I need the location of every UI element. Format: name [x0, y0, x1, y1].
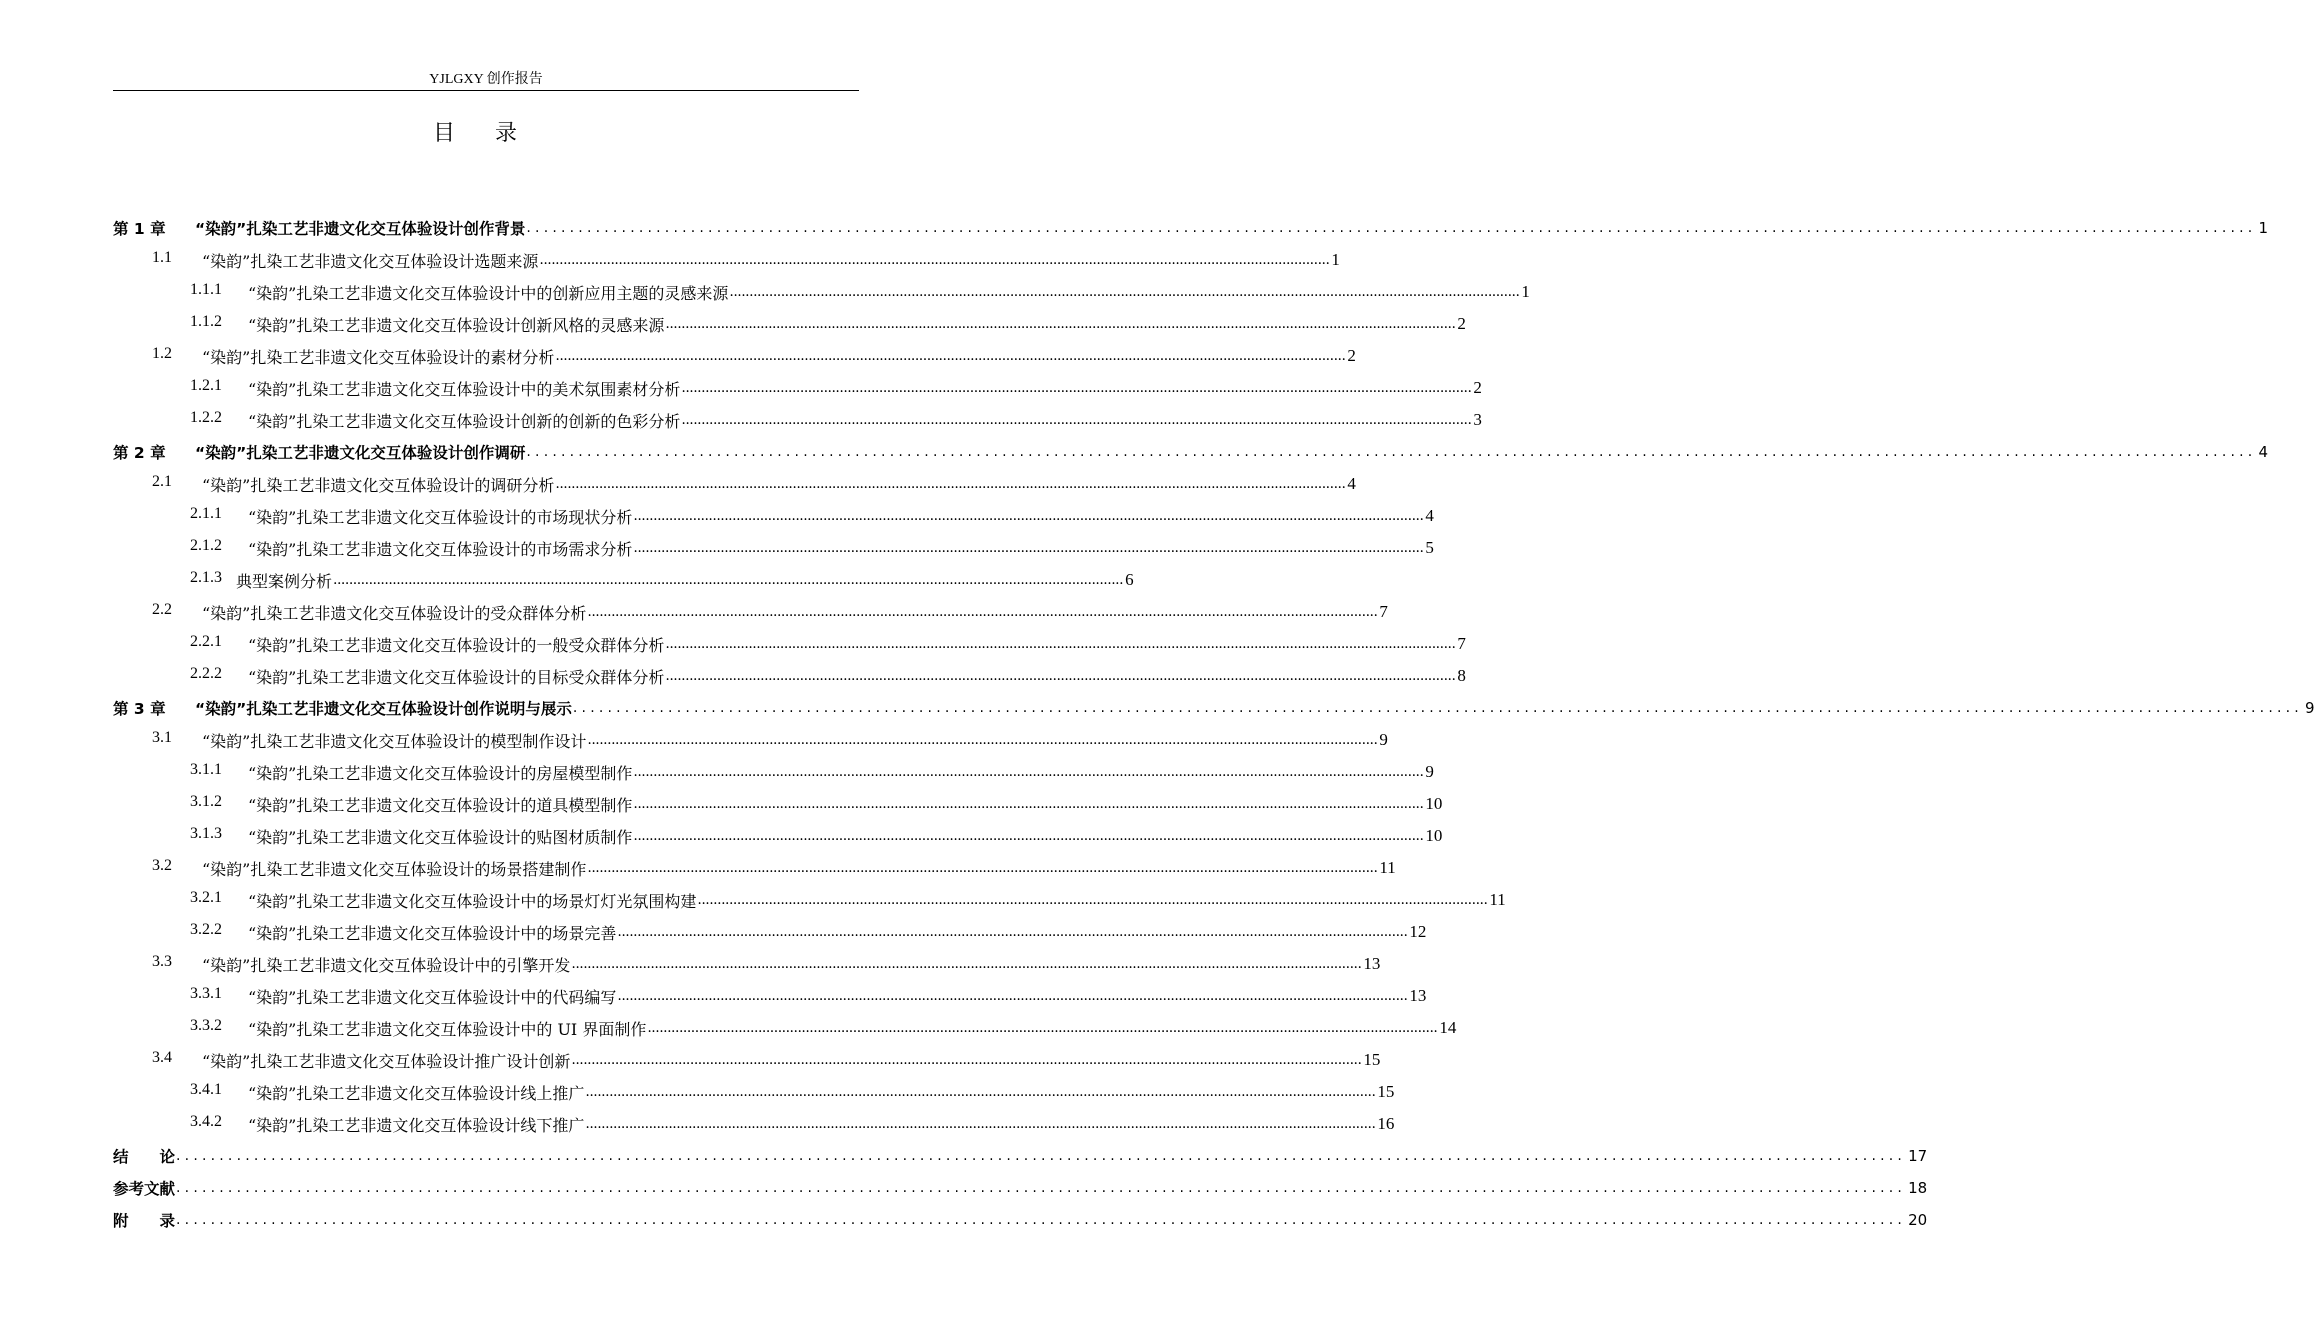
toc-entry-label — [190, 569, 332, 592]
toc-entry[interactable] — [113, 340, 1356, 372]
toc-leader-dots: ........................................................................................................................................................................................................ — [681, 380, 1472, 396]
toc-page-number: 10 — [1425, 794, 1443, 813]
toc-leader-dots: ........................................................................................................................................................................................................ — [633, 764, 1424, 780]
toc-entry-text: “染韵”扎染工艺非遗文化交互体验设计的模型制作设计 — [202, 731, 587, 751]
toc-entry-label — [190, 665, 664, 688]
toc-entry-text: “染韵”扎染工艺非遗文化交互体验设计的贴图材质制作 — [248, 827, 633, 847]
toc-entry-label — [152, 249, 538, 272]
toc-page-number: 10 — [1425, 826, 1443, 845]
toc-entry[interactable] — [113, 1140, 1928, 1172]
header-rule — [113, 90, 859, 91]
toc-entry-label — [190, 985, 616, 1008]
toc-page-number: 7 — [1457, 634, 1466, 653]
toc-entry-text: “染韵”扎染工艺非遗文化交互体验设计创新的创新的色彩分析 — [248, 411, 681, 431]
toc-leader-dots: ........................................................................................................................................................................................................ — [587, 604, 1378, 620]
toc-entry-text: “染韵”扎染工艺非遗文化交互体验设计选题来源 — [202, 251, 539, 271]
toc-entry-label — [190, 761, 632, 784]
toc-entry[interactable] — [113, 820, 1443, 852]
toc-entry-number: 2.1.1 — [190, 504, 222, 522]
toc-page-number: 2 — [1473, 378, 1482, 397]
toc-leader-dots: ........................................................................................................................................................................................................ — [647, 1020, 1438, 1036]
toc-leader-dots: ........................................................................................................................................................................................................ — [571, 956, 1362, 972]
toc-leader-dots: ........................................................................................................................................................................................................ — [571, 1052, 1362, 1068]
toc-entry-number: 2.1 — [152, 472, 172, 490]
toc-entry-number: 3.2.2 — [190, 920, 222, 938]
toc-leader-dots: ........................................................................................................................................................................................................ — [633, 540, 1424, 556]
toc-leader-dots: ........................................................................................................................................................................................................ — [585, 1084, 1376, 1100]
toc-entry[interactable] — [113, 500, 1434, 532]
toc-entry[interactable] — [113, 916, 1427, 948]
toc-page-number: 13 — [1363, 954, 1381, 973]
toc-entry-number: 3.2 — [152, 856, 172, 874]
toc-page-number: 4 — [1425, 506, 1434, 525]
page-header: YJLGXY 创作报告 — [429, 72, 543, 87]
toc-entry[interactable] — [113, 852, 1396, 884]
toc-entry-label — [190, 825, 632, 848]
toc-entry[interactable] — [113, 1044, 1381, 1076]
toc-entry[interactable] — [113, 244, 1340, 276]
toc-entry-number: 1.1 — [152, 248, 172, 266]
toc-page-number: 11 — [1379, 858, 1396, 877]
toc-entry-label — [190, 377, 680, 400]
toc-entry-text: “染韵”扎染工艺非遗文化交互体验设计的房屋模型制作 — [248, 763, 633, 783]
toc-leader-dots: ........................................................................................................................................................................................................ — [526, 220, 2257, 236]
toc-entry-label — [190, 889, 696, 912]
toc-entry-number: 1.2.1 — [190, 376, 222, 394]
toc-entry-number: 3.1 — [152, 728, 172, 746]
toc-entry[interactable] — [113, 1204, 1928, 1236]
toc-entry-number: 2.1.3 — [190, 568, 222, 586]
toc-entry-number: 2.2.2 — [190, 664, 222, 682]
toc-entry[interactable] — [113, 596, 1388, 628]
toc-entry-number: 2.1.2 — [190, 536, 222, 554]
toc-page-number: 15 — [1377, 1082, 1395, 1101]
toc-entry-number: 1.2 — [152, 344, 172, 362]
toc-entry-text: “染韵”扎染工艺非遗文化交互体验设计的市场需求分析 — [248, 539, 633, 559]
toc-entry-number: 1.1.2 — [190, 312, 222, 330]
toc-page-number: 15 — [1363, 1050, 1381, 1069]
toc-entry[interactable] — [113, 308, 1466, 340]
toc-entry-label — [152, 729, 586, 752]
toc-entry-text: “染韵”扎染工艺非遗文化交互体验设计创新风格的灵感来源 — [248, 315, 665, 335]
toc-entry-number: 3.4 — [152, 1048, 172, 1066]
toc-entry-label — [113, 697, 572, 719]
toc-entry-text: “染韵”扎染工艺非遗文化交互体验设计中的创新应用主题的灵感来源 — [248, 283, 729, 303]
toc-entry-number: 3.3.1 — [190, 984, 222, 1002]
toc-entry-number: 3.3.2 — [190, 1016, 222, 1034]
toc-entry-text: “染韵”扎染工艺非遗文化交互体验设计的受众群体分析 — [202, 603, 587, 623]
toc-entry-text: “染韵”扎染工艺非遗文化交互体验设计的道具模型制作 — [248, 795, 633, 815]
toc-entry-number: 结 论 — [113, 1148, 176, 1166]
toc-entry-label — [152, 857, 586, 880]
toc-entry[interactable] — [113, 1076, 1395, 1108]
toc-page-number: 17 — [1908, 1147, 1928, 1165]
toc-leader-dots: ........................................................................................................................................................................................................ — [587, 732, 1378, 748]
toc-entry-label — [190, 793, 632, 816]
toc-entry-label — [190, 1017, 646, 1040]
toc-entry-text: 典型案例分析 — [236, 571, 333, 591]
toc-page-number: 3 — [1473, 410, 1482, 429]
toc-leader-dots: ........................................................................................................................................................................................................ — [176, 1212, 1907, 1228]
toc-leader-dots: ........................................................................................................................................................................................................ — [572, 700, 2303, 716]
toc-entry-text: “染韵”扎染工艺非遗文化交互体验设计推广设计创新 — [202, 1051, 571, 1071]
toc-entry[interactable] — [113, 372, 1482, 404]
toc-entry-label — [152, 1049, 570, 1072]
toc-page-number: 4 — [1347, 474, 1356, 493]
toc-entry-label — [113, 1209, 175, 1231]
toc-page-number: 9 — [1379, 730, 1388, 749]
toc-leader-dots: ........................................................................................................................................................................................................ — [176, 1148, 1907, 1164]
toc-page-number: 1 — [2258, 219, 2268, 237]
toc-page-number: 5 — [1425, 538, 1434, 557]
toc-entry-text: “染韵”扎染工艺非遗文化交互体验设计创作背景 — [195, 220, 526, 238]
toc-entry[interactable] — [113, 884, 1506, 916]
toc-entry-number: 3.4.1 — [190, 1080, 222, 1098]
toc-entry-label — [113, 441, 525, 463]
toc-page-number: 9 — [2304, 699, 2314, 717]
toc-entry-number: 参考文献 — [113, 1180, 176, 1198]
toc-entry-text: “染韵”扎染工艺非遗文化交互体验设计的调研分析 — [202, 475, 555, 495]
toc-entry-text: “染韵”扎染工艺非遗文化交互体验设计的素材分析 — [202, 347, 555, 367]
toc-entry[interactable] — [113, 948, 1381, 980]
toc-leader-dots: ........................................................................................................................................................................................................ — [617, 988, 1408, 1004]
toc-leader-dots: ........................................................................................................................................................................................................ — [587, 860, 1378, 876]
toc-leader-dots: ........................................................................................................................................................................................................ — [633, 508, 1424, 524]
toc-entry-label — [190, 1081, 584, 1104]
toc-entry-number: 1.2.2 — [190, 408, 222, 426]
toc-entry-label — [190, 505, 632, 528]
toc-page-number: 6 — [1125, 570, 1134, 589]
toc-entry-number: 第 3 章 — [113, 700, 166, 718]
toc-entry-number: 3.4.2 — [190, 1112, 222, 1130]
toc-entry-text: “染韵”扎染工艺非遗文化交互体验设计中的代码编写 — [248, 987, 617, 1007]
toc-entry[interactable] — [113, 756, 1434, 788]
toc-entry[interactable] — [113, 1012, 1457, 1044]
toc-title: 目录 — [432, 121, 557, 146]
toc-entry-number: 附 录 — [113, 1212, 176, 1230]
toc-page-number: 12 — [1409, 922, 1427, 941]
toc-entry-text: “染韵”扎染工艺非遗文化交互体验设计中的 UI 界面制作 — [248, 1019, 647, 1039]
toc-entry-label — [190, 921, 616, 944]
toc-leader-dots: ........................................................................................................................................................................................................ — [633, 796, 1424, 812]
toc-entry[interactable] — [113, 276, 1530, 308]
toc-entry[interactable] — [113, 692, 2314, 724]
toc-entry-text: “染韵”扎染工艺非遗文化交互体验设计线上推广 — [248, 1083, 585, 1103]
toc-leader-dots: ........................................................................................................................................................................................................ — [729, 284, 1520, 300]
toc-entry-text: “染韵”扎染工艺非遗文化交互体验设计的目标受众群体分析 — [248, 667, 665, 687]
toc-entry[interactable] — [113, 436, 2268, 468]
toc-leader-dots: ........................................................................................................................................................................................................ — [555, 476, 1346, 492]
toc-entry-text: “染韵”扎染工艺非遗文化交互体验设计中的引擎开发 — [202, 955, 571, 975]
toc-page-number: 14 — [1439, 1018, 1457, 1037]
toc-leader-dots: ........................................................................................................................................................................................................ — [633, 828, 1424, 844]
toc-page-number: 8 — [1457, 666, 1466, 685]
toc-page-number: 13 — [1409, 986, 1427, 1005]
toc-page-number: 9 — [1425, 762, 1434, 781]
toc-leader-dots: ........................................................................................................................................................................................................ — [539, 252, 1330, 268]
toc-entry-label — [190, 633, 664, 656]
toc-entry[interactable] — [113, 980, 1427, 1012]
toc-entry-number: 2.2.1 — [190, 632, 222, 650]
toc-page-number: 4 — [2258, 443, 2268, 461]
toc-leader-dots: ........................................................................................................................................................................................................ — [665, 668, 1456, 684]
toc-entry-label — [190, 537, 632, 560]
toc-entry-label — [190, 281, 728, 304]
toc-entry[interactable] — [113, 212, 2268, 244]
toc-entry-text: “染韵”扎染工艺非遗文化交互体验设计中的美术氛围素材分析 — [248, 379, 681, 399]
toc-leader-dots: ........................................................................................................................................................................................................ — [665, 636, 1456, 652]
toc-entry-number: 3.1.1 — [190, 760, 222, 778]
toc-entry-number: 2.2 — [152, 600, 172, 618]
toc-leader-dots: ........................................................................................................................................................................................................ — [697, 892, 1488, 908]
toc-entry-text: “染韵”扎染工艺非遗文化交互体验设计的场景搭建制作 — [202, 859, 587, 879]
toc-entry[interactable] — [113, 532, 1434, 564]
toc-entry-label — [152, 601, 586, 624]
toc-entry-label — [152, 345, 554, 368]
toc-leader-dots: ........................................................................................................................................................................................................ — [617, 924, 1408, 940]
toc-entry-text: “染韵”扎染工艺非遗文化交互体验设计的一般受众群体分析 — [248, 635, 665, 655]
toc-leader-dots: ........................................................................................................................................................................................................ — [585, 1116, 1376, 1132]
toc-entry-number: 3.3 — [152, 952, 172, 970]
toc-entry[interactable] — [113, 660, 1466, 692]
toc-entry-number: 3.1.2 — [190, 792, 222, 810]
toc-leader-dots: ........................................................................................................................................................................................................ — [526, 444, 2257, 460]
toc-entry[interactable] — [113, 788, 1443, 820]
toc-entry-text: “染韵”扎染工艺非遗文化交互体验设计中的场景完善 — [248, 923, 617, 943]
toc-entry[interactable] — [113, 724, 1388, 756]
toc-entry-number: 第 2 章 — [113, 444, 166, 462]
toc-entry[interactable] — [113, 404, 1482, 436]
toc-entry-number: 3.1.3 — [190, 824, 222, 842]
toc-entry[interactable] — [113, 1108, 1395, 1140]
toc-entry-number: 第 1 章 — [113, 220, 166, 238]
toc-page-number: 1 — [1331, 250, 1340, 269]
toc-page-number: 2 — [1347, 346, 1356, 365]
toc-entry[interactable] — [113, 628, 1466, 660]
toc-leader-dots: ........................................................................................................................................................................................................ — [681, 412, 1472, 428]
toc-page-number: 16 — [1377, 1114, 1395, 1133]
toc-entry-text: “染韵”扎染工艺非遗文化交互体验设计中的场景灯灯光氛围构建 — [248, 891, 697, 911]
toc-entry-label — [190, 1113, 584, 1136]
toc-entry-number: 1.1.1 — [190, 280, 222, 298]
toc-entry-text: “染韵”扎染工艺非遗文化交互体验设计创作调研 — [195, 444, 526, 462]
toc-page-number: 2 — [1457, 314, 1466, 333]
toc-entry[interactable] — [113, 564, 1134, 596]
toc-leader-dots: ........................................................................................................................................................................................................ — [333, 572, 1124, 588]
toc-page-number: 20 — [1908, 1211, 1928, 1229]
toc-page-number: 18 — [1908, 1179, 1928, 1197]
toc-leader-dots: ........................................................................................................................................................................................................ — [665, 316, 1456, 332]
toc-entry-label — [113, 1145, 175, 1167]
toc-entry-label — [113, 1177, 175, 1199]
toc-entry-text: “染韵”扎染工艺非遗文化交互体验设计创作说明与展示 — [195, 700, 572, 718]
toc-page-number: 1 — [1521, 282, 1530, 301]
toc-entry-label — [152, 473, 554, 496]
toc-entry-label — [190, 313, 664, 336]
toc-entry-number: 3.2.1 — [190, 888, 222, 906]
toc-entry-label — [152, 953, 570, 976]
toc-page-number: 11 — [1489, 890, 1506, 909]
toc-entry-label — [190, 409, 680, 432]
toc-leader-dots: ........................................................................................................................................................................................................ — [176, 1180, 1907, 1196]
toc-entry-text: “染韵”扎染工艺非遗文化交互体验设计的市场现状分析 — [248, 507, 633, 527]
toc-entry[interactable] — [113, 1172, 1928, 1204]
toc-entry-text: “染韵”扎染工艺非遗文化交互体验设计线下推广 — [248, 1115, 585, 1135]
toc-leader-dots: ........................................................................................................................................................................................................ — [555, 348, 1346, 364]
table-of-contents — [113, 212, 2314, 1236]
toc-entry-label — [113, 217, 525, 239]
toc-entry[interactable] — [113, 468, 1356, 500]
toc-page-number: 7 — [1379, 602, 1388, 621]
